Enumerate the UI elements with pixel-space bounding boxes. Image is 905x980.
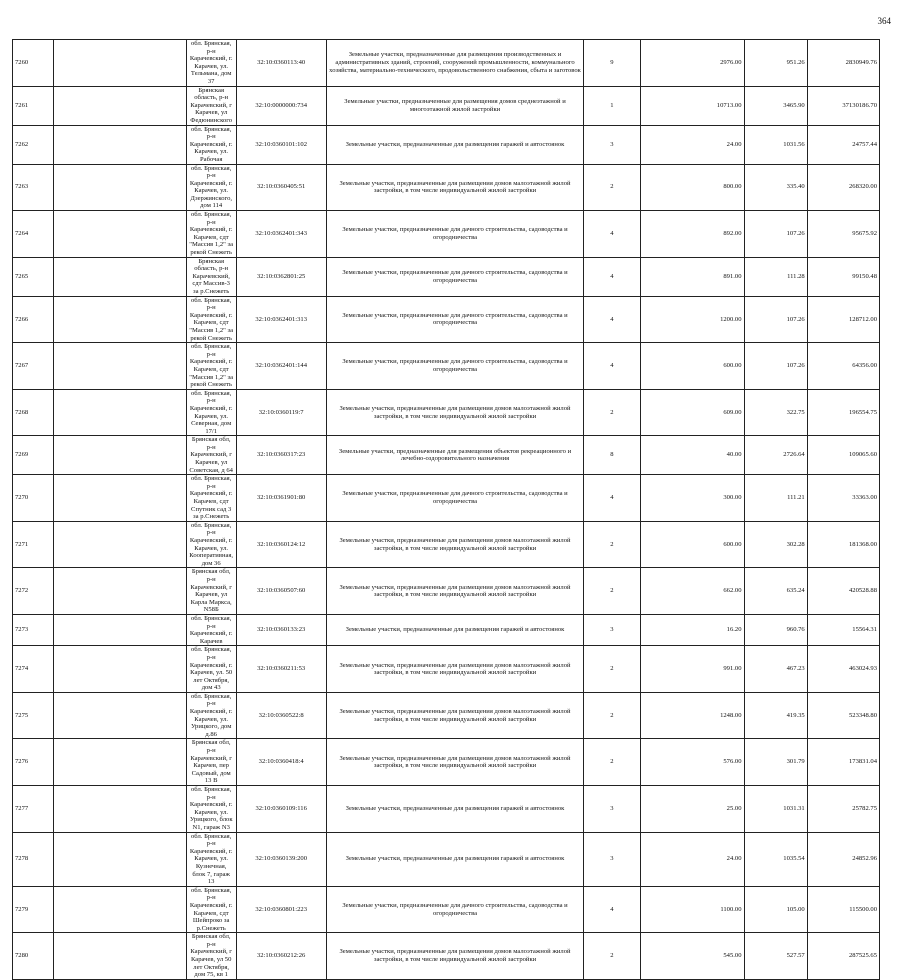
address-cell: обл. Брянская, р-н Карачевский, г. Карачев, ул. Дзержинского, дом 114 — [186, 164, 236, 211]
specific-value-cell: 105.00 — [744, 886, 807, 933]
table-row — [13, 86, 880, 125]
land-purpose-cell: Земельные участки, предназначенные для размещения гаражей и автостоянок — [326, 832, 583, 886]
table-row — [13, 886, 880, 933]
empty-cell — [53, 886, 186, 933]
row-id: 7278 — [13, 832, 54, 886]
area-cell: 16.20 — [640, 614, 744, 645]
cadastral-number-cell: 32:10:0361901:80 — [236, 475, 326, 522]
group-number-cell: 2 — [584, 646, 640, 693]
cadastral-value-cell: 523348.80 — [807, 692, 879, 739]
address-cell: обл. Брянская, р-н Карачевский, г. Карачев, ул. Тельмана, дом 37 — [186, 40, 236, 87]
area-cell: 600.00 — [640, 343, 744, 390]
address-cell: обл. Брянская, р-н Карачевский, г. Карачев, сдт "Массив 1,2" за рекой Снежеть — [186, 296, 236, 343]
land-purpose-cell: Земельные участки, предназначенные для размещения производственных и административных зданий, строений, сооружений промышленности, коммунального хозяйства, материально-технического, продовольственного снабжения, сбыта и заготовок — [326, 40, 583, 87]
empty-cell — [53, 832, 186, 886]
specific-value-cell: 107.26 — [744, 296, 807, 343]
empty-cell — [53, 614, 186, 645]
empty-cell — [53, 86, 186, 125]
row-id: 7267 — [13, 343, 54, 390]
land-purpose-cell: Земельные участки, предназначенные для размещения домов малоэтажной жилой застройки, в том числе индивидуальной жилой застройки — [326, 164, 583, 211]
address-cell: обл. Брянская, р-н Карачевский, г. Карачев, сдт "Массив 1,2" за рекой Снежеть — [186, 343, 236, 390]
group-number-cell: 2 — [584, 521, 640, 568]
table-row — [13, 257, 880, 296]
area-cell: 24.00 — [640, 125, 744, 164]
area-cell: 1200.00 — [640, 296, 744, 343]
address-cell: обл. Брянская, р-н Карачевский, г. Карачев, сдт Шейпроко за р.Снежеть — [186, 886, 236, 933]
empty-cell — [53, 436, 186, 475]
address-cell: обл. Брянская, р-н Карачевский, г. Карачев, ул. Рабочая — [186, 125, 236, 164]
land-purpose-cell: Земельные участки, предназначенные для размещения домов среднеэтажной и многоэтажной жилой застройки — [326, 86, 583, 125]
group-number-cell: 4 — [584, 475, 640, 522]
cadastral-value-cell: 420528.88 — [807, 568, 879, 615]
cadastral-number-cell: 32:10:0360139:200 — [236, 832, 326, 886]
cadastral-value-cell: 64356.00 — [807, 343, 879, 390]
group-number-cell: 4 — [584, 257, 640, 296]
group-number-cell: 4 — [584, 296, 640, 343]
cadastral-value-cell: 128712.00 — [807, 296, 879, 343]
address-cell: Брянская обл, р-н Карачевский, г Карачев, ул Советская, д 64 — [186, 436, 236, 475]
cadastral-value-cell: 37130186.70 — [807, 86, 879, 125]
group-number-cell: 9 — [584, 40, 640, 87]
cadastral-value-cell: 24852.96 — [807, 832, 879, 886]
table-row — [13, 786, 880, 833]
specific-value-cell: 111.21 — [744, 475, 807, 522]
empty-cell — [53, 257, 186, 296]
empty-cell — [53, 739, 186, 786]
row-id: 7269 — [13, 436, 54, 475]
land-purpose-cell: Земельные участки, предназначенные для размещения домов малоэтажной жилой застройки, в том числе индивидуальной жилой застройки — [326, 568, 583, 615]
row-id: 7276 — [13, 739, 54, 786]
address-cell: обл. Брянская, р-н Карачевский, г. Карачев, ул. Урицкого, блок N1, гараж N3 — [186, 786, 236, 833]
area-cell: 991.00 — [640, 646, 744, 693]
empty-cell — [53, 389, 186, 436]
area-cell: 25.00 — [640, 786, 744, 833]
area-cell: 800.00 — [640, 164, 744, 211]
table-row — [13, 568, 880, 615]
land-purpose-cell: Земельные участки, предназначенные для дачного строительства, садоводства и огородничества — [326, 886, 583, 933]
empty-cell — [53, 568, 186, 615]
empty-cell — [53, 164, 186, 211]
group-number-cell: 3 — [584, 786, 640, 833]
empty-cell — [53, 343, 186, 390]
table-row — [13, 389, 880, 436]
cadastral-number-cell: 32:10:0000000:734 — [236, 86, 326, 125]
cadastral-value-cell: 95675.92 — [807, 211, 879, 258]
specific-value-cell: 1035.54 — [744, 832, 807, 886]
cadastral-number-cell: 32:10:0360522:8 — [236, 692, 326, 739]
specific-value-cell: 951.26 — [744, 40, 807, 87]
specific-value-cell: 301.79 — [744, 739, 807, 786]
land-purpose-cell: Земельные участки, предназначенные для дачного строительства, садоводства и огородничества — [326, 475, 583, 522]
cadastral-number-cell: 32:10:0360212:26 — [236, 933, 326, 980]
land-purpose-cell: Земельные участки, предназначенные для размещения домов малоэтажной жилой застройки, в том числе индивидуальной жилой застройки — [326, 692, 583, 739]
table-row — [13, 475, 880, 522]
group-number-cell: 2 — [584, 933, 640, 980]
table-row — [13, 614, 880, 645]
cadastral-value-cell: 115500.00 — [807, 886, 879, 933]
land-purpose-cell: Земельные участки, предназначенные для дачного строительства, садоводства и огородничества — [326, 257, 583, 296]
empty-cell — [53, 296, 186, 343]
empty-cell — [53, 125, 186, 164]
cadastral-value-cell: 2830949.76 — [807, 40, 879, 87]
cadastral-number-cell: 32:10:0360124:12 — [236, 521, 326, 568]
group-number-cell: 3 — [584, 125, 640, 164]
address-cell: обл. Брянская, р-н Карачевский, г. Карачев, ул. 50 лет Октября, дом 43 — [186, 646, 236, 693]
table-row — [13, 343, 880, 390]
specific-value-cell: 635.24 — [744, 568, 807, 615]
cadastral-number-cell: 32:10:0360119:7 — [236, 389, 326, 436]
empty-cell — [53, 211, 186, 258]
address-cell: Брянская обл, р-н Карачевский, г Карачев, ул Карла Маркса, N58Б — [186, 568, 236, 615]
empty-cell — [53, 933, 186, 980]
cadastral-number-cell: 32:10:0360109:116 — [236, 786, 326, 833]
address-cell: обл. Брянская, р-н Карачевский, г. Карачев, сдт "Массив 1,2" за рекой Снежеть — [186, 211, 236, 258]
cadastral-value-cell: 463024.93 — [807, 646, 879, 693]
group-number-cell: 2 — [584, 164, 640, 211]
row-id: 7262 — [13, 125, 54, 164]
area-cell: 892.00 — [640, 211, 744, 258]
specific-value-cell: 1031.31 — [744, 786, 807, 833]
row-id: 7279 — [13, 886, 54, 933]
specific-value-cell: 467.23 — [744, 646, 807, 693]
area-cell: 10713.00 — [640, 86, 744, 125]
group-number-cell: 2 — [584, 568, 640, 615]
cadastral-value-cell: 25782.75 — [807, 786, 879, 833]
table-row — [13, 164, 880, 211]
empty-cell — [53, 692, 186, 739]
group-number-cell: 3 — [584, 614, 640, 645]
address-cell: обл. Брянская, р-н Карачевский, г. Карачев, сдт Спутник сад 3 за р.Снежеть — [186, 475, 236, 522]
cadastral-number-cell: 32:10:0360418:4 — [236, 739, 326, 786]
cadastral-number-cell: 32:10:0360317:23 — [236, 436, 326, 475]
group-number-cell: 1 — [584, 86, 640, 125]
cadastral-value-cell: 33363.00 — [807, 475, 879, 522]
area-cell: 2976.00 — [640, 40, 744, 87]
cadastral-value-table — [12, 39, 880, 980]
group-number-cell: 4 — [584, 886, 640, 933]
group-number-cell: 2 — [584, 692, 640, 739]
cadastral-number-cell: 32:10:0360113:40 — [236, 40, 326, 87]
area-cell: 609.00 — [640, 389, 744, 436]
land-purpose-cell: Земельные участки, предназначенные для дачного строительства, садоводства и огородничества — [326, 211, 583, 258]
table-row — [13, 125, 880, 164]
empty-cell — [53, 646, 186, 693]
cadastral-value-cell: 109065.60 — [807, 436, 879, 475]
table-row — [13, 646, 880, 693]
group-number-cell: 2 — [584, 739, 640, 786]
cadastral-number-cell: 32:10:0362401:313 — [236, 296, 326, 343]
land-purpose-cell: Земельные участки, предназначенные для размещения домов малоэтажной жилой застройки, в том числе индивидуальной жилой застройки — [326, 646, 583, 693]
cadastral-number-cell: 32:10:0362801:25 — [236, 257, 326, 296]
cadastral-number-cell: 32:10:0360507:60 — [236, 568, 326, 615]
area-cell: 40.00 — [640, 436, 744, 475]
cadastral-number-cell: 32:10:0360211:53 — [236, 646, 326, 693]
specific-value-cell: 2726.64 — [744, 436, 807, 475]
group-number-cell: 8 — [584, 436, 640, 475]
address-cell: обл. Брянская, р-н Карачевский, г. Карачев — [186, 614, 236, 645]
area-cell: 545.00 — [640, 933, 744, 980]
specific-value-cell: 960.76 — [744, 614, 807, 645]
area-cell: 24.00 — [640, 832, 744, 886]
row-id: 7274 — [13, 646, 54, 693]
table-row — [13, 521, 880, 568]
address-cell: обл. Брянская, р-н Карачевский, г. Карачев, ул. Кузнечная, блок 7, гараж 13 — [186, 832, 236, 886]
cadastral-value-cell: 196554.75 — [807, 389, 879, 436]
area-cell: 576.00 — [640, 739, 744, 786]
row-id: 7280 — [13, 933, 54, 980]
land-purpose-cell: Земельные участки, предназначенные для размещения гаражей и автостоянок — [326, 786, 583, 833]
land-purpose-cell: Земельные участки, предназначенные для размещения домов малоэтажной жилой застройки, в том числе индивидуальной жилой застройки — [326, 739, 583, 786]
row-id: 7266 — [13, 296, 54, 343]
cadastral-number-cell: 32:10:0362401:343 — [236, 211, 326, 258]
land-purpose-cell: Земельные участки, предназначенные для размещения гаражей и автостоянок — [326, 614, 583, 645]
specific-value-cell: 1031.56 — [744, 125, 807, 164]
address-cell: обл. Брянская, р-н Карачевский, г. Карачев, ул. Кооперативная, дом 36 — [186, 521, 236, 568]
land-purpose-cell: Земельные участки, предназначенные для размещения объектов рекреационного и лечебно-оздоровительного назначения — [326, 436, 583, 475]
row-id: 7265 — [13, 257, 54, 296]
specific-value-cell: 302.28 — [744, 521, 807, 568]
empty-cell — [53, 40, 186, 87]
cadastral-value-cell: 181368.00 — [807, 521, 879, 568]
address-cell: обл. Брянская, р-н Карачевский, г. Карачев, ул. Урицкого, дом д.86 — [186, 692, 236, 739]
page-number: 364 — [877, 16, 891, 26]
table-row — [13, 933, 880, 980]
area-cell: 662.00 — [640, 568, 744, 615]
cadastral-number-cell: 32:10:0360133:23 — [236, 614, 326, 645]
cadastral-value-cell: 15564.31 — [807, 614, 879, 645]
table-body — [13, 40, 880, 980]
cadastral-value-cell: 24757.44 — [807, 125, 879, 164]
table-row — [13, 40, 880, 87]
row-id: 7261 — [13, 86, 54, 125]
table-row — [13, 436, 880, 475]
specific-value-cell: 107.26 — [744, 211, 807, 258]
land-purpose-cell: Земельные участки, предназначенные для дачного строительства, садоводства и огородничества — [326, 343, 583, 390]
cadastral-value-cell: 287525.65 — [807, 933, 879, 980]
group-number-cell: 3 — [584, 832, 640, 886]
cadastral-value-cell: 99150.48 — [807, 257, 879, 296]
specific-value-cell: 107.26 — [744, 343, 807, 390]
row-id: 7264 — [13, 211, 54, 258]
row-id: 7271 — [13, 521, 54, 568]
group-number-cell: 4 — [584, 343, 640, 390]
row-id: 7270 — [13, 475, 54, 522]
row-id: 7268 — [13, 389, 54, 436]
table-row — [13, 739, 880, 786]
row-id: 7272 — [13, 568, 54, 615]
area-cell: 600.00 — [640, 521, 744, 568]
group-number-cell: 2 — [584, 389, 640, 436]
address-cell: Брянская область, р-н Карачевский, г Карачев, ул Федюнинского — [186, 86, 236, 125]
cadastral-number-cell: 32:10:0360801:223 — [236, 886, 326, 933]
specific-value-cell: 527.57 — [744, 933, 807, 980]
group-number-cell: 4 — [584, 211, 640, 258]
address-cell: Брянская область, р-н Карачевский, сдт Массив-3 за р.Снежеть — [186, 257, 236, 296]
specific-value-cell: 419.35 — [744, 692, 807, 739]
address-cell: обл. Брянская, р-н Карачевский, г. Карачев, ул. Северная, дом 17/1 — [186, 389, 236, 436]
row-id: 7277 — [13, 786, 54, 833]
empty-cell — [53, 521, 186, 568]
area-cell: 1100.00 — [640, 886, 744, 933]
address-cell: Брянская обл, р-н Карачевский, г Карачев, ул 50 лет Октября, дом 75, кв 1 — [186, 933, 236, 980]
specific-value-cell: 322.75 — [744, 389, 807, 436]
empty-cell — [53, 475, 186, 522]
table-row — [13, 692, 880, 739]
land-purpose-cell: Земельные участки, предназначенные для размещения домов малоэтажной жилой застройки, в том числе индивидуальной жилой застройки — [326, 933, 583, 980]
table-row — [13, 832, 880, 886]
specific-value-cell: 335.40 — [744, 164, 807, 211]
row-id: 7260 — [13, 40, 54, 87]
table-row — [13, 211, 880, 258]
table-row — [13, 296, 880, 343]
row-id: 7275 — [13, 692, 54, 739]
land-purpose-cell: Земельные участки, предназначенные для размещения гаражей и автостоянок — [326, 125, 583, 164]
specific-value-cell: 3465.90 — [744, 86, 807, 125]
cadastral-value-cell: 268320.00 — [807, 164, 879, 211]
land-purpose-cell: Земельные участки, предназначенные для дачного строительства, садоводства и огородничества — [326, 296, 583, 343]
cadastral-number-cell: 32:10:0360101:102 — [236, 125, 326, 164]
area-cell: 1248.00 — [640, 692, 744, 739]
address-cell: Брянская обл, р-н Карачевский, г Карачев, пер Садовый, дом 13 В — [186, 739, 236, 786]
cadastral-number-cell: 32:10:0362401:144 — [236, 343, 326, 390]
area-cell: 300.00 — [640, 475, 744, 522]
cadastral-value-cell: 173831.04 — [807, 739, 879, 786]
empty-cell — [53, 786, 186, 833]
land-purpose-cell: Земельные участки, предназначенные для размещения домов малоэтажной жилой застройки, в том числе индивидуальной жилой застройки — [326, 389, 583, 436]
row-id: 7273 — [13, 614, 54, 645]
specific-value-cell: 111.28 — [744, 257, 807, 296]
row-id: 7263 — [13, 164, 54, 211]
area-cell: 891.00 — [640, 257, 744, 296]
cadastral-number-cell: 32:10:0360405:51 — [236, 164, 326, 211]
land-purpose-cell: Земельные участки, предназначенные для размещения домов малоэтажной жилой застройки, в том числе индивидуальной жилой застройки — [326, 521, 583, 568]
